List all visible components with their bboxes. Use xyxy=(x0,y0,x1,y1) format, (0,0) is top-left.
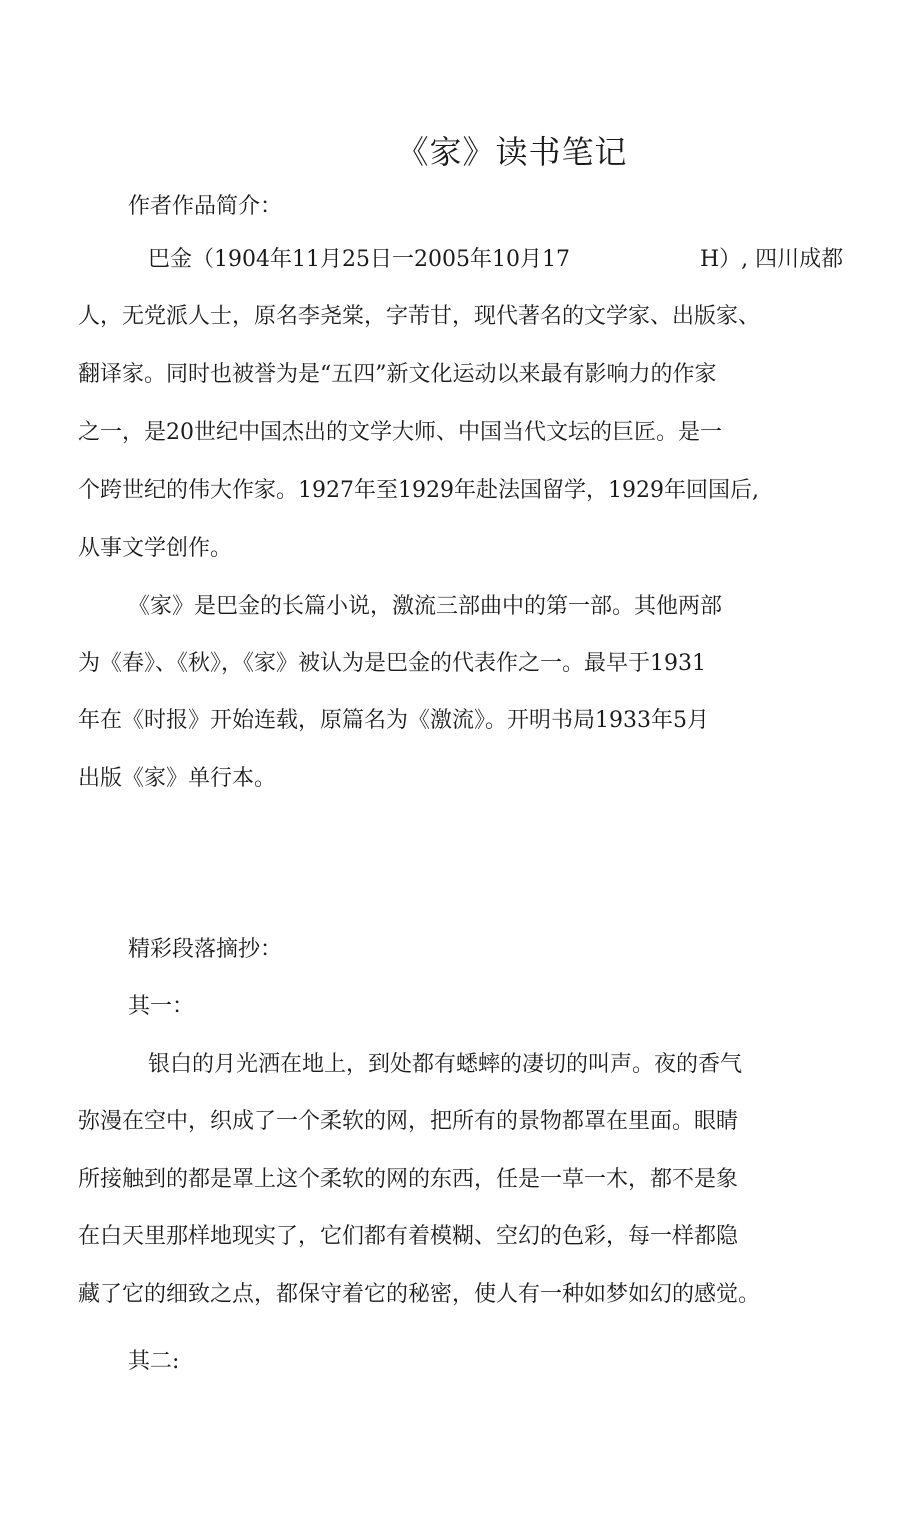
bio-line-6: 从事文学创作。 xyxy=(78,536,233,561)
work-line-1: 《家》是巴金的长篇小说，激流三部曲中的第一部。其他两部 xyxy=(128,594,723,619)
excerpt-1-label: 其一： xyxy=(128,994,195,1019)
excerpt-1-line-4: 在白天里那样地现实了，它们都有着模糊、空幻的色彩，每一样都隐 xyxy=(78,1224,739,1249)
excerpt-1-line-2: 弥漫在空中，织成了一个柔软的网，把所有的景物都罩在里面。眼睛 xyxy=(78,1109,739,1134)
excerpt-1-line-5: 藏了它的细致之点，都保守着它的秘密，使人有一种如梦如幻的感觉。 xyxy=(78,1282,761,1307)
excerpt-1-line-1: 银白的月光洒在地上，到处都有蟋蟀的凄切的叫声。夜的香气 xyxy=(148,1052,743,1077)
page-title: 《家》读书笔记 xyxy=(396,133,628,171)
work-line-2: 为《春》、《秋》，《家》被认为是巴金的代表作之一。最早于1931 xyxy=(78,651,706,676)
work-line-3: 年在《时报》开始连载，原篇名为《激流》。开明书局1933年5月 xyxy=(78,708,709,733)
work-line-4: 出版《家》单行本。 xyxy=(78,766,277,791)
bio-line-5: 个跨世纪的伟大作家。1927年至1929年赴法国留学，1929年回国后, xyxy=(78,478,759,503)
excerpts-heading: 精彩段落摘抄： xyxy=(128,937,283,962)
bio-line-1-a: 巴金（1904年11月25日一2005年10月17 xyxy=(148,247,570,272)
bio-line-2: 人，无党派人士，原名李尧棠，字芾甘，现代著名的文学家、出版家、 xyxy=(78,304,761,329)
excerpt-2-label: 其二: xyxy=(128,1349,180,1374)
bio-line-1 xyxy=(148,245,843,275)
bio-line-4: 之一，是20世纪中国杰出的文学大师、中国当代文坛的巨匠。是一 xyxy=(78,420,722,445)
bio-line-1-b: H）, 四川成都 xyxy=(699,247,844,272)
bio-line-3: 翻译家。同时也被誉为是“五四”新文化运动以来最有影响力的作家 xyxy=(78,362,717,387)
intro-heading: 作者作品简介： xyxy=(128,194,283,219)
excerpt-1-line-3: 所接触到的都是罩上这个柔软的网的东西，任是一草一木，都不是象 xyxy=(78,1167,739,1192)
